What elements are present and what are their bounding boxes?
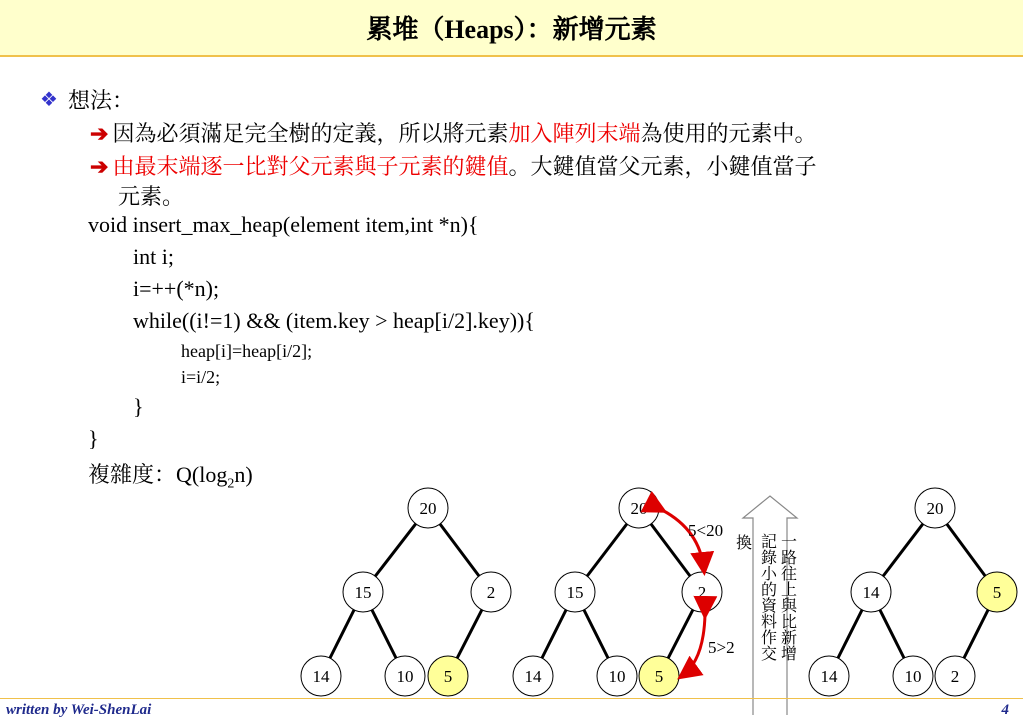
tree2-node-label: 2: [697, 583, 707, 602]
right-arrow-icon: ➔: [90, 121, 109, 146]
tree1-node-label: 14: [312, 667, 330, 686]
tree3-node-label: 10: [904, 667, 922, 686]
idea1-text: 因為必須滿足完全樹的定義，所以將元素: [112, 121, 509, 146]
heap-tree-2: [513, 488, 735, 696]
code-line-6: i=i/2;: [181, 367, 221, 387]
code-line-7: }: [133, 394, 144, 419]
diamond-bullet-icon: ❖: [40, 89, 58, 111]
code-line-3: i=++(*n);: [133, 276, 220, 301]
tree1-node-label: 10: [396, 667, 414, 686]
code-line-2: int i;: [133, 244, 174, 269]
tree1-node-label: 15: [354, 583, 372, 602]
heap-tree-3: [809, 488, 1017, 696]
right-arrow-icon: ➔: [90, 154, 109, 179]
tree2-node-label: 10: [608, 667, 626, 686]
complexity-post: n): [234, 462, 253, 487]
tree3-node-label: 14: [820, 667, 838, 686]
bullet-label: 想法：: [67, 88, 134, 113]
tree3-node-label: 14: [862, 583, 880, 602]
compare-top-label: 5<20: [688, 521, 724, 540]
complexity-label: 複雜度：: [88, 462, 177, 487]
code-line-5: heap[i]=heap[i/2];: [181, 341, 313, 361]
heap-tree-1: [301, 488, 511, 696]
code-line-4: while((i!=1) && (item.key > heap[i/2].key)){: [133, 308, 535, 333]
tree1-node-label: 2: [486, 583, 496, 602]
idea2-highlight: 由最末端逐一比對父元素與子元素的鍵值: [112, 154, 509, 179]
tree1-node-label: 5: [443, 667, 453, 686]
page-title: 累堆（Heaps）：新增元素: [0, 0, 1023, 57]
footer-author: written by Wei-ShenLai: [6, 702, 152, 718]
code-line-1: void insert_max_heap(element item,int *n){: [88, 212, 479, 237]
page-number: 4: [1001, 702, 1009, 718]
complexity-sub: 2: [227, 476, 235, 492]
tree2-node-label: 5: [654, 667, 664, 686]
compare-bottom-label: 5>2: [708, 638, 735, 657]
tree1-node-label: 20: [419, 499, 437, 518]
idea2-after: 。大鍵值當父元素，小鍵值當子: [508, 154, 817, 179]
upward-arrow-note: [736, 496, 798, 715]
tree3-node-label: 5: [992, 583, 1002, 602]
side-note-col2: 記錄小的資料作交: [758, 533, 778, 661]
compare-arrow-top: [662, 510, 704, 570]
tree2-node-label: 14: [524, 667, 542, 686]
side-note-col1: 換: [736, 533, 753, 552]
idea2-cont: 元素。: [118, 184, 185, 209]
complexity-expr: Q(log: [176, 462, 228, 487]
footer-divider: [0, 698, 1023, 699]
idea1-highlight: 加入陣列末端: [508, 121, 641, 146]
tree3-node-label: 20: [926, 499, 944, 518]
tree2-node-label: 15: [566, 583, 584, 602]
tree2-node-label: 20: [630, 499, 648, 518]
idea1-after: 為使用的元素中。: [640, 121, 817, 146]
side-note-col3: 一路往上與比新增: [778, 533, 798, 661]
code-line-8: }: [88, 426, 99, 451]
tree3-node-label: 2: [950, 667, 960, 686]
